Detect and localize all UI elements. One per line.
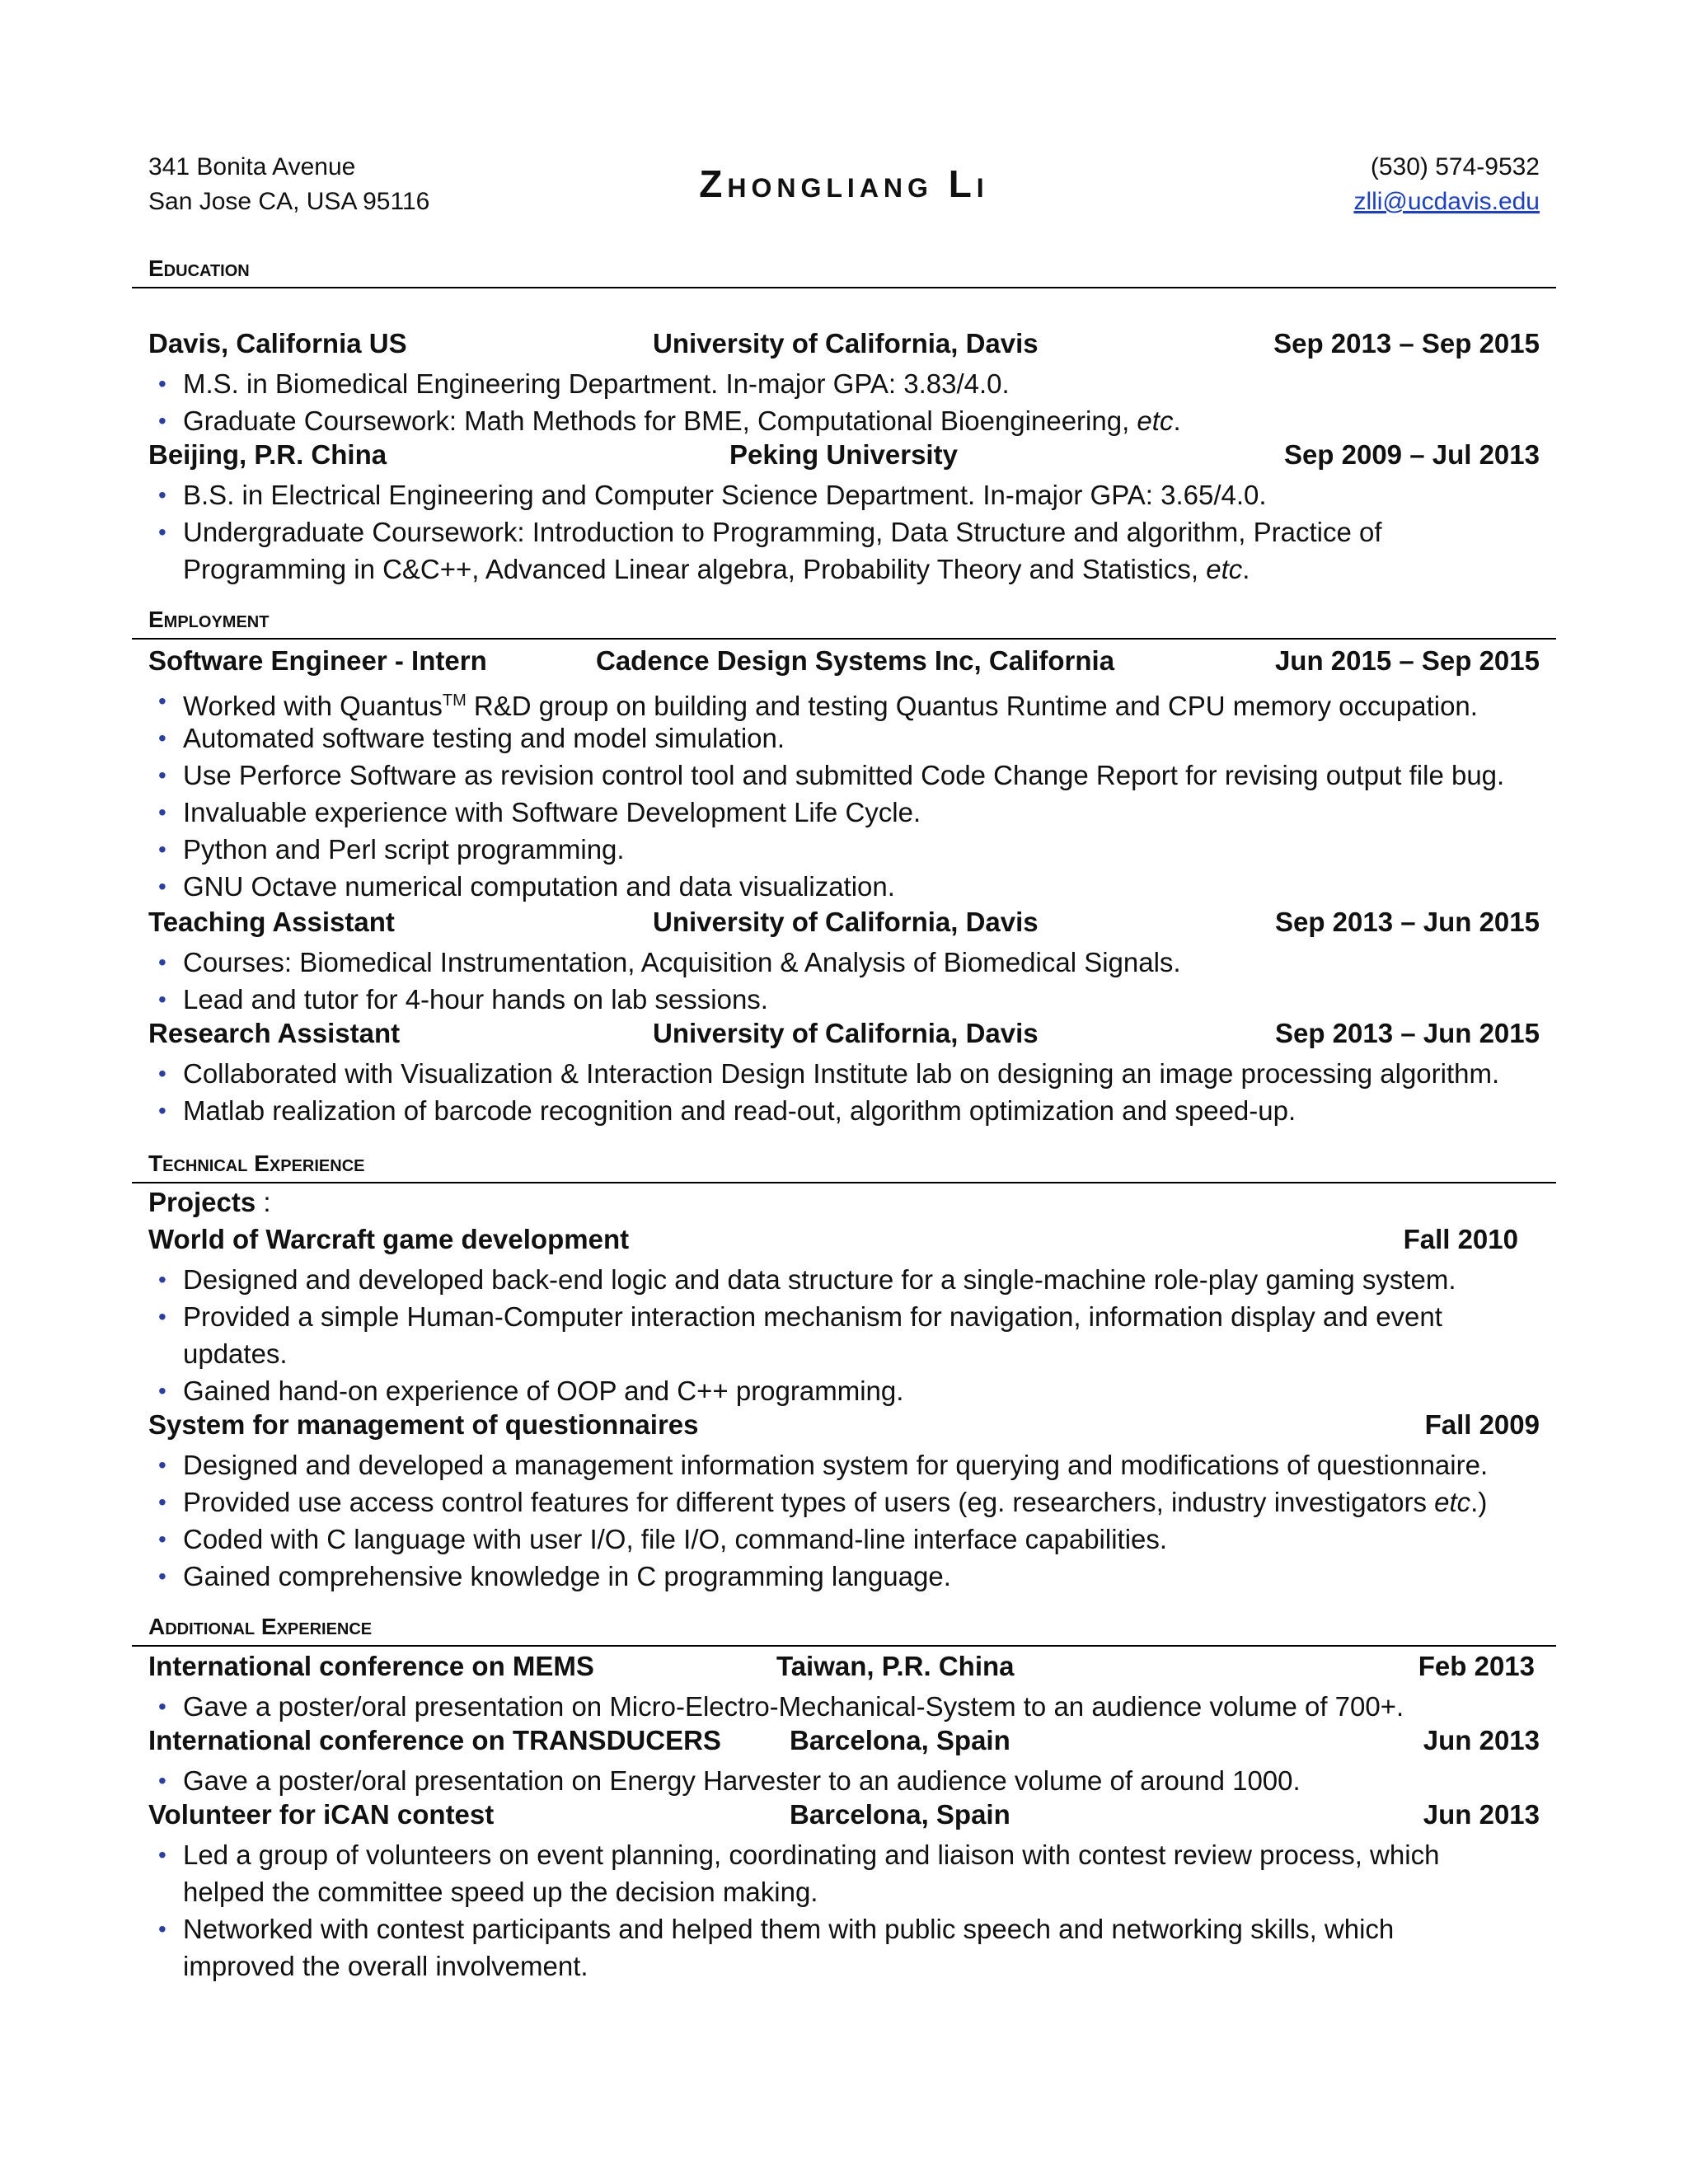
list-item: • Gained hand-on experience of OOP and C++ programming.: [183, 1372, 1568, 1409]
entry-role: Teaching Assistant: [148, 907, 395, 937]
bullet-icon: •: [158, 1694, 166, 1719]
section-title-education: Education: [148, 255, 250, 281]
entry-location: Taiwan, P.R. China: [776, 1651, 1015, 1681]
list-item: • Graduate Coursework: Math Methods for BME, Computational Bioengineering, etc.: [183, 402, 1568, 439]
list-item: • Automated software testing and model simulation.: [183, 719, 1568, 757]
bullet-icon: •: [158, 408, 166, 434]
entry-organization: University of California, Davis: [653, 328, 1039, 359]
bullet-icon: •: [158, 1061, 166, 1086]
email-link[interactable]: zlli@ucdavis.edu: [1353, 188, 1540, 215]
address-line-2: San Jose CA, USA 95116: [148, 188, 430, 215]
list-item: • Lead and tutor for 4-hour hands on lab sessions.: [183, 981, 1568, 1018]
list-item: • Collaborated with Visualization & Interaction Design Institute lab on designing an image processing algorithm.: [183, 1055, 1568, 1092]
phone-number: (530) 574-9532: [1370, 153, 1540, 180]
section-divider: [132, 1182, 1556, 1183]
list-item: • B.S. in Electrical Engineering and Computer Science Department. In-major GPA: 3.65/4.0.: [183, 476, 1568, 513]
entry-dates: Jun 2015 – Sep 2015: [1274, 645, 1540, 676]
entry-dates: Sep 2009 – Jul 2013: [1283, 439, 1540, 470]
contact-block: [1353, 150, 1540, 219]
entry-location: Barcelona, Spain: [790, 1725, 1010, 1755]
bullet-icon: •: [158, 987, 166, 1012]
bullet-icon: •: [158, 1098, 166, 1123]
list-item: • Courses: Biomedical Instrumentation, Acquisition & Analysis of Biomedical Signals.: [183, 944, 1568, 981]
entry-name: International conference on MEMS: [148, 1651, 594, 1681]
list-item: • Python and Perl script programming.: [183, 831, 1568, 868]
bullet-icon: •: [158, 799, 166, 825]
entry-dates: Sep 2013 – Sep 2015: [1273, 328, 1540, 359]
entry-dates: Fall 2009: [1424, 1409, 1540, 1440]
bullet-icon: •: [158, 1489, 166, 1515]
bullet-icon: •: [158, 688, 166, 714]
entry-location: Beijing, P.R. China: [148, 439, 387, 470]
section-divider: [132, 287, 1556, 288]
section-divider: [132, 638, 1556, 640]
bullet-icon: •: [158, 1304, 166, 1329]
project-name: World of Warcraft game development: [148, 1224, 630, 1254]
entry-location: Barcelona, Spain: [790, 1799, 1010, 1830]
entry-organization: Cadence Design Systems Inc, California: [596, 645, 1115, 676]
bullet-icon: •: [158, 1267, 166, 1292]
project-entry-header: [148, 1224, 1540, 1260]
entry-dates: Jun 2013: [1423, 1725, 1540, 1755]
entry-dates: Jun 2013: [1423, 1799, 1540, 1830]
bullet-icon: •: [158, 1563, 166, 1589]
employment-entry-header: [148, 645, 1540, 682]
entry-dates: Sep 2013 – Jun 2015: [1274, 1018, 1540, 1048]
bullet-icon: •: [158, 519, 166, 545]
bullet-icon: •: [158, 1916, 166, 1942]
section-title-additional: Additional Experience: [148, 1614, 373, 1639]
bullet-icon: •: [158, 371, 166, 396]
education-entry-header: [148, 439, 1540, 476]
entry-location: Davis, California US: [148, 328, 407, 359]
bullet-icon: •: [158, 1452, 166, 1478]
entry-organization: University of California, Davis: [653, 907, 1039, 937]
entry-organization: University of California, Davis: [653, 1018, 1039, 1048]
projects-label: Projects :: [148, 1187, 271, 1217]
additional-entry-header: [148, 1725, 1540, 1761]
list-item: • GNU Octave numerical computation and data visualization.: [183, 868, 1568, 905]
bullet-icon: •: [158, 949, 166, 975]
bullet-icon: •: [158, 874, 166, 899]
project-name: System for management of questionnaires: [148, 1409, 699, 1440]
list-item: • Matlab realization of barcode recognition and read-out, algorithm optimization and speed-up.: [183, 1092, 1568, 1129]
entry-dates: Fall 2010: [1403, 1224, 1518, 1254]
bullet-icon: •: [158, 1526, 166, 1552]
bullet-icon: •: [158, 1842, 166, 1868]
entry-organization: Peking University: [729, 439, 958, 470]
entry-role: Software Engineer - Intern: [148, 645, 487, 676]
additional-entry-header: [148, 1651, 1540, 1687]
list-item: • Coded with C language with user I/O, file I/O, command-line interface capabilities.: [183, 1521, 1568, 1558]
list-item: • Gained comprehensive knowledge in C programming language.: [183, 1558, 1568, 1595]
list-item: • Use Perforce Software as revision control tool and submitted Code Change Report for revising output file bug.: [183, 757, 1568, 794]
list-item: • Provided a simple Human-Computer interaction mechanism for navigation, information display and event updates.: [183, 1298, 1568, 1372]
list-item: • Led a group of volunteers on event planning, coordinating and liaison with contest review process, which helped the committee speed up the decision making.: [183, 1836, 1568, 1910]
education-entry-header: [148, 328, 1540, 364]
employment-entry-header: [148, 907, 1540, 943]
bullet-icon: •: [158, 1378, 166, 1404]
list-item: • Gave a poster/oral presentation on Micro-Electro-Mechanical-System to an audience volume of 700+.: [183, 1688, 1568, 1725]
list-item: • Designed and developed back-end logic and data structure for a single-machine role-play gaming system.: [183, 1261, 1568, 1298]
list-item: • Undergraduate Coursework: Introduction to Programming, Data Structure and algorithm, Practice of Programming in C&C++, Advanced Linear algebra, Probability Theory and Statistics, etc.: [183, 513, 1568, 588]
list-item: • Networked with contest participants and helped them with public speech and networking skills, which improved the overall involvement.: [183, 1910, 1568, 1985]
section-title-technical: Technical Experience: [148, 1151, 365, 1176]
list-item: • Gave a poster/oral presentation on Energy Harvester to an audience volume of around 1000.: [183, 1762, 1568, 1799]
entry-name: International conference on TRANSDUCERS: [148, 1725, 721, 1755]
list-item: • Designed and developed a management information system for querying and modifications of questionnaire.: [183, 1446, 1568, 1483]
list-item: • Provided use access control features for different types of users (eg. researchers, industry investigators etc.): [183, 1483, 1568, 1521]
list-item: • Invaluable experience with Software Development Life Cycle.: [183, 794, 1568, 831]
bullet-icon: •: [158, 762, 166, 788]
entry-name: Volunteer for iCAN contest: [148, 1799, 495, 1830]
entry-dates: Feb 2013: [1418, 1651, 1535, 1681]
entry-dates: Sep 2013 – Jun 2015: [1274, 907, 1540, 937]
bullet-icon: •: [158, 837, 166, 862]
list-item: • M.S. in Biomedical Engineering Department. In-major GPA: 3.83/4.0.: [183, 365, 1568, 402]
section-title-employment: Employment: [148, 607, 270, 632]
address-line-1: 341 Bonita Avenue: [148, 153, 356, 180]
additional-entry-header: [148, 1799, 1540, 1835]
list-item: • Worked with Quantus™ R&D group on building and testing Quantus Runtime and CPU memory occupation.: [183, 682, 1568, 724]
bullet-icon: •: [158, 482, 166, 508]
entry-role: Research Assistant: [148, 1018, 401, 1048]
bullet-icon: •: [158, 725, 166, 751]
bullet-icon: •: [158, 1768, 166, 1793]
candidate-name: Zhongliang Li: [699, 162, 989, 205]
employment-entry-header: [148, 1018, 1540, 1054]
section-divider: [132, 1645, 1556, 1647]
project-entry-header: [148, 1409, 1540, 1446]
